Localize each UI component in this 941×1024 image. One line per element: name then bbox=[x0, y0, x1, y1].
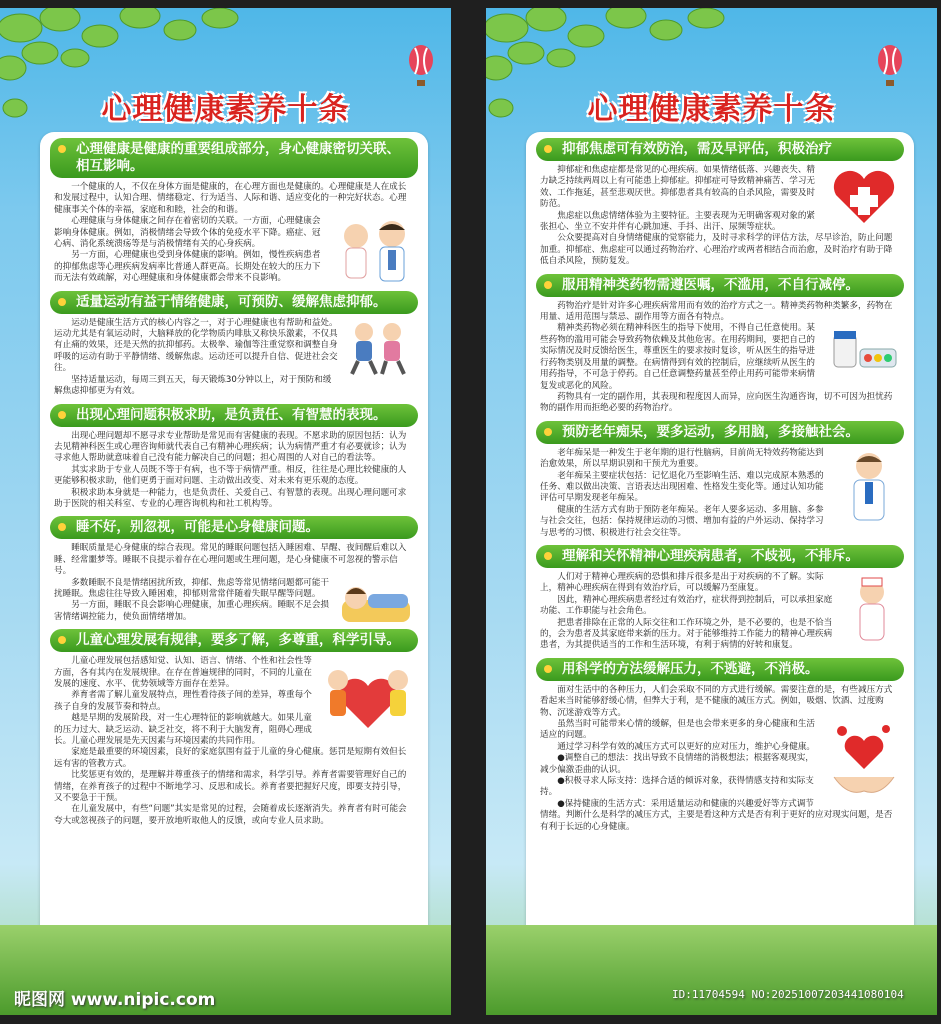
paragraph: 运动是健康生活方式的核心内容之一，对于心理健康也有帮助和益处。运动尤其是有氧运动时，大脑释放的化学物质内啡肽又称快乐激素，不仅具有止痛的效果，还是天然的抗抑郁药。太极拳、瑜伽等注重觉察和调整自身呼吸的运动有助于平静情绪、缓解焦虑。运动还可以提升自信、促进社会交往。 bbox=[54, 317, 338, 374]
grass-decoration bbox=[486, 925, 937, 1015]
poster-left bbox=[0, 8, 451, 1015]
watermark-id: ID:11704594 NO:20251007203441080104 bbox=[672, 988, 904, 1001]
section-heading: 适量运动有益于情绪健康，可预防、缓解焦虑抑郁。 bbox=[50, 291, 418, 314]
paragraph: 健康的生活方式有助于预防老年痴呆。老年人要多运动、多用脑、多参与社会交往，包括：保持规律运动的习惯、增加有益的户外运动、保持学习与思考的习惯、积极进行社会交往等。 bbox=[540, 504, 824, 538]
section-heading: 出现心理问题积极求助，是负责任、有智慧的表现。 bbox=[50, 404, 418, 427]
paragraph: 另一方面，心理健康也受到身体健康的影响。例如，慢性疾病患者的抑郁焦虑等心理疾病发病率比普通人群更高。长期处在较大的压力下而无法有效疏解，对心理健康和身体健康都会带来不良影响。 bbox=[54, 250, 321, 284]
paragraph: 虽然当时可能带来心情的缓解，但是也会带来更多的身心健康和生活适应的问题。 bbox=[540, 719, 816, 741]
paragraph: 抑郁症和焦虑症都是常见的心理疾病。如果情绪低落、兴趣丧失、精力缺乏持续两周以上有可能患上抑郁症。抑郁症可导致精神痛苦、学习无效、工作拖延，甚至悲观厌世。抑郁患者具有较高的自杀风险，需要及时防范。 bbox=[540, 165, 816, 210]
heart-medical-icon bbox=[828, 167, 900, 227]
poster-title: 心理健康素养十条 bbox=[101, 92, 350, 127]
paragraph: 焦虑症以焦虑情绪体验为主要特征。主要表现为无明确客观对象的紧张担心、坐立不安并伴有心跳加速、手抖、出汗、尿频等症状。 bbox=[540, 210, 816, 233]
section-heading: 睡不好，别忽视，可能是心身健康问题。 bbox=[50, 516, 418, 539]
paragraph: 出现心理问题却不愿寻求专业帮助是常见而有害健康的表现。不愿求助的原因包括：认为去见精神科医生或心理咨询师就代表自己有精神心理疾病；认为病情严重才有必要就诊；认为寻求他人帮助就意味着自己没有能力解决自己的问题；担心周围的人对自己的看法等。 bbox=[54, 430, 407, 464]
section-heading: 预防老年痴呆，要多运动，多用脑，多接触社会。 bbox=[536, 421, 904, 444]
section-heading: 服用精神类药物需遵医嘱，不滥用，不自行减停。 bbox=[536, 274, 904, 297]
section-heading: 抑郁焦虑可有效防治，需及早评估，积极治疗 bbox=[536, 138, 904, 161]
paragraph: 面对生活中的各种压力，人们会采取不同的方式进行缓解。需要注意的是，有些减压方式看起来当时能够舒缓心情，但弊大于利，是不健康的减压方式。例如，吸烟、饮酒、过度购物、沉迷游戏等方式。 bbox=[540, 684, 893, 718]
paragraph: 在儿童发展中，有些“问题”其实是常见的过程，会随着成长逐渐消失。养育者有时可能会夸大或忽视孩子的问题，要开放地听取他人的反馈，或向专业人员求助。 bbox=[54, 804, 407, 826]
paragraph: 人们对于精神心理疾病的恐惧和排斥很多是出于对疾病的不了解。实际上，精神心理疾病在得到有效治疗后，可以缓解乃至康复。 bbox=[540, 571, 824, 594]
paragraph: 儿童心理发展包括感知觉、认知、语言、情绪、个性和社会性等方面，各有其内在发展规律。在存在普遍规律的同时，不同的儿童在发展的速度、水平、优势领域等方面存在差异。 bbox=[54, 656, 312, 689]
paragraph: ●积极寻求人际支持：选择合适的倾诉对象，获得情感支持和实际支持。 bbox=[540, 776, 814, 798]
paragraph: 因此，精神心理疾病患者经过有效治疗，症状得到控制后，可以承担家庭功能、工作职能与社会角色。 bbox=[540, 594, 833, 617]
section-1 bbox=[50, 138, 418, 285]
section-heading: 理解和关怀精神心理疾病患者，不歧视，不排斥。 bbox=[536, 545, 904, 568]
section-heading: 用科学的方法缓解压力，不逃避，不消极。 bbox=[536, 658, 904, 681]
paragraph: 养育者需了解儿童发展特点，理性看待孩子间的差异，尊重每个孩子自身的发展节奏和特点。 bbox=[54, 690, 312, 712]
section-6 bbox=[536, 138, 904, 268]
doctor-illustration bbox=[838, 450, 900, 524]
paragraph: ●调整自己的想法：找出导致不良情绪的消极想法；根据客观现实，减少偏激歪曲的认识。 bbox=[540, 753, 814, 775]
section-7 bbox=[536, 274, 904, 415]
paragraph: 老年痴呆主要症状包括：记忆退化乃至影响生活、难以完成原本熟悉的任务、难以做出决策、言语表达出现困难、性格发生变化等。通过认知功能评估可早期发现老年痴呆。 bbox=[540, 470, 824, 504]
paragraph: 坚持适量运动，每周三到五天，每天锻炼30分钟以上，对于预防和缓解焦虑抑郁更为有效。 bbox=[54, 374, 332, 397]
paragraph: 公众要提高对自身情绪健康的觉察能力，及时寻求科学的评估方法，尽早诊治，防止问题加重。抑郁症、焦虑症可以通过药物治疗、心理治疗或两者相结合而治愈，及时治疗有助于降低自杀风险，预防复发。 bbox=[540, 233, 893, 267]
content-card bbox=[40, 132, 428, 940]
paragraph: 通过学习科学有效的减压方式可以更好的应对压力，维护心身健康。 bbox=[557, 741, 816, 752]
paragraph: 其实求助于专业人员既不等于有病，也不等于病情严重。相反，往往是心理比较健康的人更能够积极求助，他们更勇于面对问题、主动做出改变、对未来有更乐观的态度。 bbox=[54, 464, 407, 487]
section-2 bbox=[50, 291, 418, 398]
nurse-doctor-illustration bbox=[334, 218, 414, 288]
paragraph: 药物具有一定的副作用，其表现和程度因人而异，应向医生沟通咨询，切不可因为担忧药物的副作用而拒绝必要的药物治疗。 bbox=[540, 391, 893, 414]
poster-right bbox=[486, 8, 937, 1015]
section-10 bbox=[536, 658, 904, 833]
medicine-pills-icon bbox=[828, 325, 900, 375]
section-9 bbox=[536, 545, 904, 652]
section-heading: 心理健康是健康的重要组成部分，身心健康密切关联、相互影响。 bbox=[50, 138, 418, 178]
paragraph: 精神类药物必须在精神科医生的指导下使用，不得自己任意使用。某些药物的滥用可能会导致药物依赖及其他危害。在用药期间，要把自己的实际情况及时反馈给医生，尊重医生的要求按时复诊，听从医生的指导进行药物类别及用量的调整。在病情得到有效的控制后，应继续听从医生的用药指导，不可急于停药。自己任意调整药量甚至停止用药可能带来病情复发或恶化的风险。 bbox=[540, 323, 816, 391]
section-8 bbox=[536, 421, 904, 539]
section-4 bbox=[50, 516, 418, 623]
hands-hearts-illustration bbox=[828, 721, 900, 801]
section-5 bbox=[50, 629, 418, 827]
paragraph: 家庭是最重要的环境因素，良好的家庭氛围有益于儿童的身心健康。惩罚是短期有效但长远有害的管教方式。 bbox=[54, 747, 407, 769]
paragraph: 越是早期的发展阶段，对一生心理特征的影响就越大。如果儿童的压力过大、缺乏运动、缺乏社交，将不利于大脑发育，阻碍心理成长。儿童心理发展是先天因素与环境因素的共同作用。 bbox=[54, 713, 312, 747]
nurse-illustration bbox=[844, 574, 900, 648]
paragraph: 睡眠质量是心身健康的综合表现。常见的睡眠问题包括入睡困难、早醒、夜间醒后难以入睡、经常噩梦等。睡眠不良提示着存在心理问题或生理问题，是心身健康不可忽视的警示信号。 bbox=[54, 543, 407, 577]
section-3 bbox=[50, 404, 418, 511]
elderly-exercise-illustration bbox=[344, 320, 414, 376]
sleeping-person-illustration bbox=[338, 580, 414, 626]
paragraph: 比奖惩更有效的，是理解并尊重孩子的情绪和需求，科学引导。养育者需要管理好自己的情绪，在养育孩子的过程中不断地学习、反思和成长。养育者要把握好尺度，即要支持引导，又不要急于干预。 bbox=[54, 770, 407, 804]
paragraph: 心理健康与身体健康之间存在着密切的关联。一方面，心理健康会影响身体健康。例如，消极情绪会导致个体的免疫水平下降。癌症、冠心病、消化系统溃疡等是与消极情绪有关的心身疾病。 bbox=[54, 216, 321, 250]
poster-title: 心理健康素养十条 bbox=[587, 92, 836, 127]
watermark-logo: 昵图网 www.nipic.com bbox=[14, 990, 216, 1010]
paragraph: 积极求助本身就是一种能力，也是负责任、关爱自己、有智慧的表现。出现心理问题可求助于医院的相关科室、专业的心理咨询机构和社工机构等。 bbox=[54, 487, 407, 509]
paragraph: 把患者排除在正常的人际交往和工作环境之外，是不必要的，也是不恰当的，会为患者及其家庭带来新的压力。对于能够维持工作能力的精神心理疾病患者，为其提供适当的工作和生活环境，有利于病情的好转和康复。 bbox=[540, 617, 833, 651]
children-heart-illustration bbox=[322, 658, 414, 738]
content-card bbox=[526, 132, 914, 940]
paragraph: ●保持健康的生活方式：采用适量运动和健康的兴趣爱好等方式调节情绪。判断什么是科学的减压方式，主要是看这种方式是否有利于更好的应对现实问题，是否有利于长远的心身健康。 bbox=[540, 798, 893, 832]
paragraph: 药物治疗是针对许多心理疾病常用而有效的治疗方式之一。精神类药物种类繁多，药物在用量、适用范围与禁忌、副作用等方面各有特点。 bbox=[540, 300, 893, 323]
section-heading: 儿童心理发展有规律，要多了解，多尊重，科学引导。 bbox=[50, 629, 418, 652]
paragraph: 一个健康的人，不仅在身体方面是健康的，在心理方面也是健康的。心理健康是人在成长和发展过程中，认知合理、情绪稳定、行为适当、人际和谐、适应变化的一种完好状态。心理健康事关个体的幸福，家庭和和睦，社会的和谐。 bbox=[54, 182, 407, 215]
paragraph: 老年痴呆是一种发生于老年期的退行性脑病，目前尚无特效药物能达到治愈效果，所以早期识别和干预尤为重要。 bbox=[540, 447, 824, 470]
paragraph: 多数睡眠不良是情绪困扰所致，抑郁、焦虑等常见情绪问题都可能干扰睡眠。焦虑往往导致入睡困难，抑郁则常常伴随着失眠早醒等问题。 bbox=[54, 577, 330, 599]
paragraph: 另一方面，睡眠不良会影响心理健康，加重心理疾病。睡眠不足会损害情绪调控能力，使负面情绪增加。 bbox=[54, 600, 330, 622]
